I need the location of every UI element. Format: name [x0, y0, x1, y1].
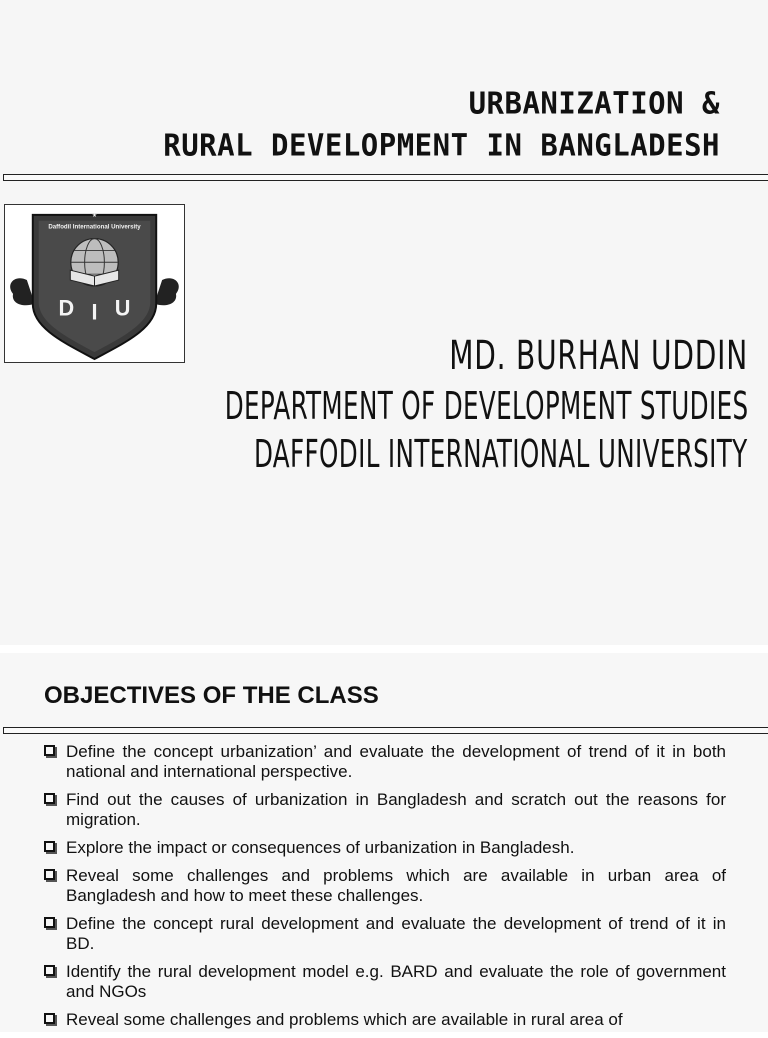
list-item	[44, 742, 726, 782]
objective-text: Define the concept rural development and evaluate the development of trend of it in BD.	[66, 914, 726, 953]
checkbox-icon	[44, 965, 55, 976]
list-item	[44, 838, 726, 858]
svg-text:D: D	[58, 295, 75, 321]
list-item	[44, 790, 726, 830]
author-name: MD. BURHAN UDDIN	[449, 333, 748, 379]
presentation-title	[163, 82, 720, 166]
slide-gap	[0, 645, 768, 653]
list-item	[44, 1010, 726, 1030]
university-name: DAFFODIL INTERNATIONAL UNIVERSITY	[254, 432, 748, 476]
svg-text:I: I	[91, 299, 98, 325]
svg-text:Daffodil International Univers: Daffodil International University	[48, 223, 141, 231]
checkbox-icon	[44, 793, 55, 804]
checkbox-icon	[44, 1013, 55, 1024]
checkbox-icon	[44, 841, 55, 852]
list-item	[44, 962, 726, 1002]
objective-text: Find out the causes of urbanization in Bangladesh and scratch out the reasons for migration.	[66, 790, 726, 829]
list-item	[44, 866, 726, 906]
title-line-1: URBANIZATION &	[468, 85, 720, 121]
objective-text: Reveal some challenges and problems which are available in rural area of	[66, 1010, 623, 1029]
title-line-2: RURAL DEVELOPMENT IN BANGLADESH	[163, 127, 720, 163]
objectives-divider	[3, 727, 768, 734]
checkbox-icon	[44, 869, 55, 880]
objective-text: Reveal some challenges and problems which are available in urban area of Bangladesh and how to meet these challenges.	[66, 866, 726, 905]
objective-text: Explore the impact or consequences of urbanization in Bangladesh.	[66, 838, 575, 857]
department-name: DEPARTMENT OF DEVELOPMENT STUDIES	[224, 384, 748, 428]
checkbox-icon	[44, 745, 55, 756]
title-divider	[3, 174, 768, 181]
list-item	[44, 914, 726, 954]
objectives-list	[44, 742, 726, 1038]
svg-text:U: U	[114, 295, 131, 321]
objectives-title: OBJECTIVES OF THE CLASS	[44, 682, 379, 709]
objective-text: Define the concept urbanization’ and evaluate the development of trend of it in both national and international perspective.	[66, 742, 726, 781]
checkbox-icon	[44, 917, 55, 928]
author-block	[21, 330, 749, 478]
objective-text: Identify the rural development model e.g. BARD and evaluate the role of government and NGOs	[66, 962, 726, 1001]
svg-text:★: ★	[91, 212, 98, 219]
